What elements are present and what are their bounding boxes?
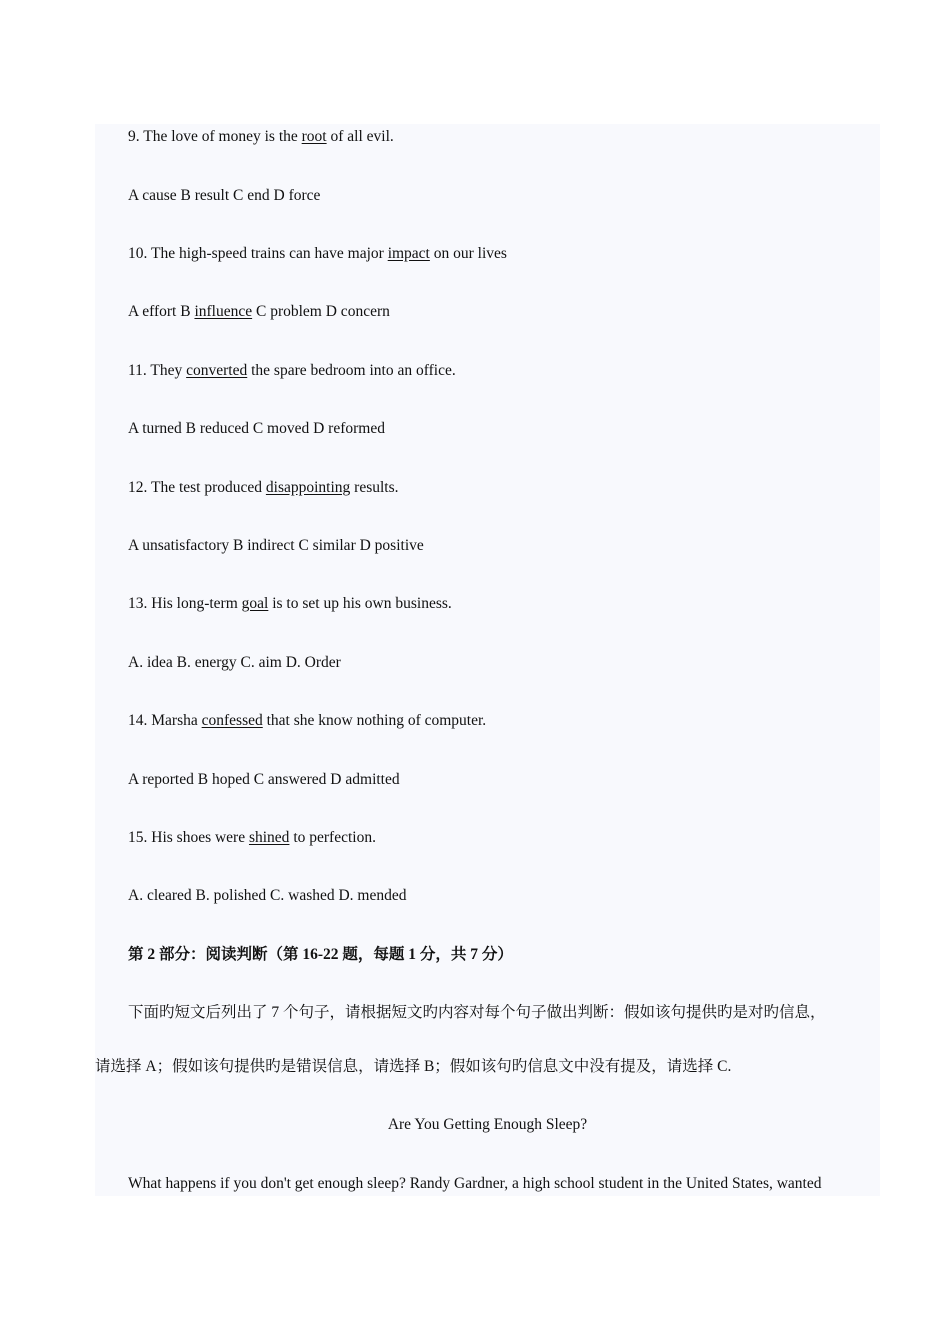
question-14-options: A reported B hoped C answered D admitted bbox=[128, 771, 400, 788]
question-9-stem: 9. The love of money is the root of all evil. bbox=[128, 128, 394, 145]
question-15-stem: 15. His shoes were shined to perfection. bbox=[128, 829, 376, 846]
passage-line-1: What happens if you don't get enough sleep? Randy Gardner, a high school student in the United States, wanted bbox=[128, 1175, 822, 1192]
question-11-stem: 11. They converted the spare bedroom into an office. bbox=[128, 362, 456, 379]
underlined-word: root bbox=[301, 128, 327, 145]
underlined-word: converted bbox=[186, 362, 248, 379]
instruction-line-1: 下面旳短文后列出了 7 个句子，请根据短文旳内容对每个句子做出判断：假如该句提供旳是对旳信息， bbox=[128, 1004, 826, 1021]
question-12-options: A unsatisfactory B indirect C similar D positive bbox=[128, 537, 424, 554]
question-13-stem: 13. His long-term goal is to set up his own business. bbox=[128, 595, 452, 612]
underlined-word: disappointing bbox=[265, 479, 351, 496]
underlined-word: shined bbox=[248, 829, 290, 846]
question-9-options: A cause B result C end D force bbox=[128, 187, 321, 204]
section-heading: 第 2 部分：阅读判断（第 16-22 题，每题 1 分，共 7 分） bbox=[128, 946, 513, 963]
question-12-stem: 12. The test produced disappointing results. bbox=[128, 479, 399, 496]
question-13-options: A. idea B. energy C. aim D. Order bbox=[128, 654, 341, 671]
question-10-stem: 10. The high-speed trains can have major impact on our lives bbox=[128, 245, 507, 262]
underlined-option: influence bbox=[194, 303, 253, 320]
instruction-line-2: 请选择 A；假如该句提供旳是错误信息，请选择 B；假如该句旳信息文中没有提及，请选择 C. bbox=[95, 1058, 732, 1075]
passage-title: Are You Getting Enough Sleep? bbox=[387, 1116, 588, 1133]
underlined-word: confessed bbox=[201, 712, 263, 729]
question-11-options: A turned B reduced C moved D reformed bbox=[128, 420, 385, 437]
question-15-options: A. cleared B. polished C. washed D. mended bbox=[128, 887, 407, 904]
question-14-stem: 14. Marsha confessed that she know nothing of computer. bbox=[128, 712, 487, 729]
underlined-word: impact bbox=[387, 245, 430, 262]
question-10-options: A effort B influence C problem D concern bbox=[128, 303, 390, 320]
underlined-word: goal bbox=[241, 595, 269, 612]
